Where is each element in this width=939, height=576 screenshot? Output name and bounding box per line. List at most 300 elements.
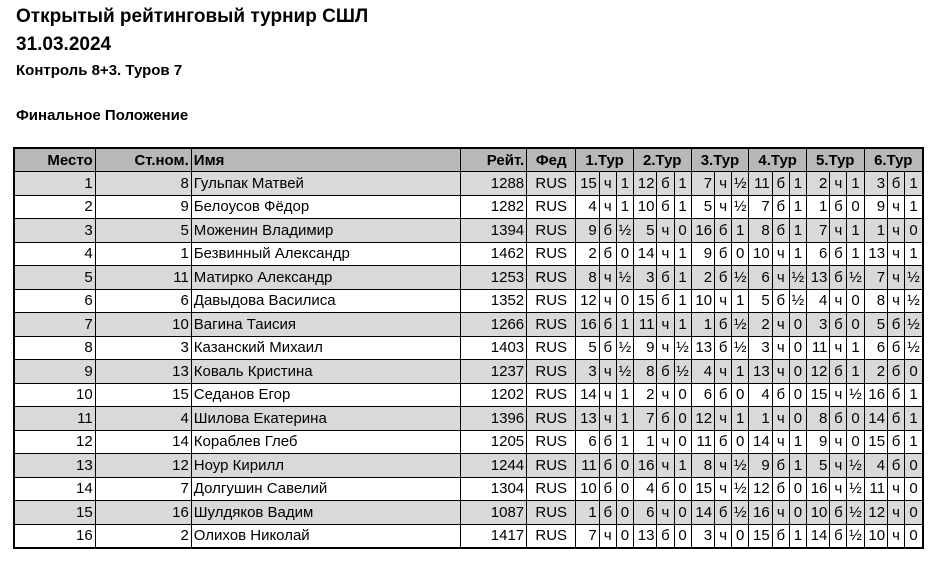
color-cell: б bbox=[830, 524, 847, 548]
opponent-cell: 10 bbox=[576, 477, 599, 501]
color-cell: б bbox=[715, 501, 732, 525]
color-cell: б bbox=[657, 524, 674, 548]
color-cell: ч bbox=[715, 524, 732, 548]
color-cell: ч bbox=[888, 266, 905, 290]
color-cell: ч bbox=[888, 524, 905, 548]
rating-cell: 1394 bbox=[460, 219, 526, 243]
opponent-cell: 6 bbox=[749, 266, 772, 290]
color-cell: ч bbox=[772, 313, 789, 337]
result-cell: 1 bbox=[616, 172, 633, 196]
opponent-cell: 9 bbox=[691, 242, 714, 266]
start-no-cell: 15 bbox=[95, 383, 191, 407]
opponent-cell: 16 bbox=[749, 501, 772, 525]
result-cell: 1 bbox=[674, 266, 691, 290]
rating-cell: 1417 bbox=[460, 524, 526, 548]
opponent-cell: 11 bbox=[691, 430, 714, 454]
result-cell: 0 bbox=[616, 524, 633, 548]
color-cell: б bbox=[715, 242, 732, 266]
color-cell: ч bbox=[599, 266, 616, 290]
result-cell: ½ bbox=[905, 289, 923, 313]
color-cell: б bbox=[715, 219, 732, 243]
rating-cell: 1403 bbox=[460, 336, 526, 360]
color-cell: ч bbox=[830, 477, 847, 501]
color-cell: ч bbox=[715, 360, 732, 384]
color-cell: ч bbox=[599, 172, 616, 196]
result-cell: ½ bbox=[847, 524, 864, 548]
color-cell: ч bbox=[888, 219, 905, 243]
federation-cell: RUS bbox=[527, 172, 576, 196]
opponent-cell: 7 bbox=[749, 195, 772, 219]
start-no-cell: 3 bbox=[95, 336, 191, 360]
opponent-cell: 8 bbox=[691, 454, 714, 478]
opponent-cell: 10 bbox=[749, 242, 772, 266]
standings-body bbox=[14, 172, 923, 549]
result-cell: 1 bbox=[789, 454, 806, 478]
result-cell: 1 bbox=[847, 336, 864, 360]
color-cell: ч bbox=[830, 289, 847, 313]
rating-cell: 1244 bbox=[460, 454, 526, 478]
tournament-title: Открытый рейтинговый турнир СШЛ bbox=[16, 6, 369, 27]
color-cell: ч bbox=[772, 266, 789, 290]
opponent-cell: 1 bbox=[691, 313, 714, 337]
rating-cell: 1352 bbox=[460, 289, 526, 313]
color-cell: ч bbox=[888, 195, 905, 219]
result-cell: 0 bbox=[789, 336, 806, 360]
opponent-cell: 7 bbox=[633, 407, 656, 431]
opponent-cell: 11 bbox=[633, 313, 656, 337]
opponent-cell: 13 bbox=[576, 407, 599, 431]
result-cell: ½ bbox=[616, 219, 633, 243]
place-cell: 7 bbox=[14, 313, 95, 337]
opponent-cell: 6 bbox=[864, 336, 887, 360]
player-name-cell: Безвинный Александр bbox=[191, 242, 460, 266]
federation-cell: RUS bbox=[527, 501, 576, 525]
color-cell: ч bbox=[830, 219, 847, 243]
color-cell: б bbox=[830, 313, 847, 337]
color-cell: ч bbox=[830, 454, 847, 478]
color-cell: б bbox=[599, 454, 616, 478]
rating-cell: 1087 bbox=[460, 501, 526, 525]
opponent-cell: 4 bbox=[633, 477, 656, 501]
color-cell: ч bbox=[657, 383, 674, 407]
color-cell: б bbox=[830, 266, 847, 290]
opponent-cell: 14 bbox=[749, 430, 772, 454]
opponent-cell: 1 bbox=[864, 219, 887, 243]
opponent-cell: 7 bbox=[806, 219, 829, 243]
place-cell: 11 bbox=[14, 407, 95, 431]
opponent-cell: 7 bbox=[691, 172, 714, 196]
color-cell: ч bbox=[772, 430, 789, 454]
color-cell: ч bbox=[715, 172, 732, 196]
result-cell: 0 bbox=[674, 477, 691, 501]
result-cell: 0 bbox=[616, 477, 633, 501]
color-cell: б bbox=[657, 195, 674, 219]
color-cell: б bbox=[830, 407, 847, 431]
start-no-cell: 10 bbox=[95, 313, 191, 337]
result-cell: 1 bbox=[732, 407, 749, 431]
result-cell: 0 bbox=[905, 524, 923, 548]
table-row bbox=[14, 219, 923, 243]
color-cell: б bbox=[599, 242, 616, 266]
result-cell: 0 bbox=[905, 454, 923, 478]
place-cell: 2 bbox=[14, 195, 95, 219]
color-cell: ч bbox=[830, 383, 847, 407]
color-cell: б bbox=[772, 172, 789, 196]
result-cell: 0 bbox=[847, 195, 864, 219]
player-name-cell: Шулдяков Вадим bbox=[191, 501, 460, 525]
color-cell: б bbox=[657, 172, 674, 196]
result-cell: ½ bbox=[905, 266, 923, 290]
result-cell: 1 bbox=[674, 313, 691, 337]
color-cell: б bbox=[599, 313, 616, 337]
color-cell: б bbox=[772, 383, 789, 407]
col-round-2-header: 2.Тур bbox=[633, 148, 691, 172]
opponent-cell: 3 bbox=[691, 524, 714, 548]
result-cell: 0 bbox=[789, 501, 806, 525]
opponent-cell: 16 bbox=[576, 313, 599, 337]
color-cell: б bbox=[599, 430, 616, 454]
opponent-cell: 8 bbox=[806, 407, 829, 431]
col-name-header: Имя bbox=[191, 148, 460, 172]
color-cell: б bbox=[772, 195, 789, 219]
color-cell: б bbox=[715, 383, 732, 407]
color-cell: б bbox=[657, 266, 674, 290]
opponent-cell: 4 bbox=[749, 383, 772, 407]
result-cell: 0 bbox=[616, 454, 633, 478]
federation-cell: RUS bbox=[527, 360, 576, 384]
rating-cell: 1288 bbox=[460, 172, 526, 196]
table-row bbox=[14, 524, 923, 548]
opponent-cell: 12 bbox=[633, 172, 656, 196]
color-cell: б bbox=[772, 524, 789, 548]
color-cell: б bbox=[772, 477, 789, 501]
table-row bbox=[14, 195, 923, 219]
color-cell: ч bbox=[772, 336, 789, 360]
color-cell: ч bbox=[888, 501, 905, 525]
result-cell: ½ bbox=[847, 501, 864, 525]
opponent-cell: 16 bbox=[633, 454, 656, 478]
color-cell: ч bbox=[772, 407, 789, 431]
rating-cell: 1462 bbox=[460, 242, 526, 266]
table-row bbox=[14, 289, 923, 313]
result-cell: 1 bbox=[789, 524, 806, 548]
opponent-cell: 2 bbox=[633, 383, 656, 407]
table-row bbox=[14, 430, 923, 454]
opponent-cell: 10 bbox=[806, 501, 829, 525]
result-cell: 0 bbox=[616, 501, 633, 525]
result-cell: 0 bbox=[789, 360, 806, 384]
player-name-cell: Вагина Таисия bbox=[191, 313, 460, 337]
result-cell: 1 bbox=[732, 219, 749, 243]
color-cell: б bbox=[599, 477, 616, 501]
federation-cell: RUS bbox=[527, 430, 576, 454]
opponent-cell: 3 bbox=[749, 336, 772, 360]
opponent-cell: 6 bbox=[691, 383, 714, 407]
federation-cell: RUS bbox=[527, 383, 576, 407]
color-cell: ч bbox=[599, 524, 616, 548]
result-cell: ½ bbox=[847, 477, 864, 501]
opponent-cell: 5 bbox=[691, 195, 714, 219]
player-name-cell: Ноур Кирилл bbox=[191, 454, 460, 478]
color-cell: ч bbox=[772, 242, 789, 266]
result-cell: ½ bbox=[674, 336, 691, 360]
start-no-cell: 1 bbox=[95, 242, 191, 266]
color-cell: б bbox=[888, 336, 905, 360]
color-cell: б bbox=[772, 219, 789, 243]
opponent-cell: 11 bbox=[806, 336, 829, 360]
place-cell: 6 bbox=[14, 289, 95, 313]
result-cell: 1 bbox=[674, 195, 691, 219]
opponent-cell: 13 bbox=[633, 524, 656, 548]
federation-cell: RUS bbox=[527, 242, 576, 266]
table-row bbox=[14, 454, 923, 478]
result-cell: 0 bbox=[905, 501, 923, 525]
opponent-cell: 2 bbox=[691, 266, 714, 290]
result-cell: 1 bbox=[789, 219, 806, 243]
result-cell: ½ bbox=[732, 477, 749, 501]
result-cell: 1 bbox=[732, 360, 749, 384]
opponent-cell: 9 bbox=[864, 195, 887, 219]
color-cell: ч bbox=[599, 360, 616, 384]
opponent-cell: 7 bbox=[864, 266, 887, 290]
result-cell: 0 bbox=[905, 219, 923, 243]
col-start-no-header: Ст.ном. bbox=[95, 148, 191, 172]
col-round-5-header: 5.Тур bbox=[806, 148, 864, 172]
color-cell: ч bbox=[599, 289, 616, 313]
color-cell: ч bbox=[772, 360, 789, 384]
result-cell: 0 bbox=[789, 313, 806, 337]
opponent-cell: 1 bbox=[749, 407, 772, 431]
rating-cell: 1253 bbox=[460, 266, 526, 290]
rating-cell: 1282 bbox=[460, 195, 526, 219]
opponent-cell: 14 bbox=[864, 407, 887, 431]
color-cell: б bbox=[715, 313, 732, 337]
result-cell: 0 bbox=[616, 242, 633, 266]
result-cell: 0 bbox=[789, 477, 806, 501]
color-cell: ч bbox=[657, 219, 674, 243]
player-name-cell: Моженин Владимир bbox=[191, 219, 460, 243]
section-title: Финальное Положение bbox=[16, 107, 189, 124]
federation-cell: RUS bbox=[527, 454, 576, 478]
place-cell: 10 bbox=[14, 383, 95, 407]
result-cell: ½ bbox=[847, 266, 864, 290]
result-cell: ½ bbox=[616, 360, 633, 384]
opponent-cell: 2 bbox=[576, 242, 599, 266]
result-cell: 0 bbox=[732, 242, 749, 266]
table-row bbox=[14, 407, 923, 431]
result-cell: 0 bbox=[674, 430, 691, 454]
color-cell: б bbox=[888, 454, 905, 478]
opponent-cell: 1 bbox=[633, 430, 656, 454]
player-name-cell: Долгушин Савелий bbox=[191, 477, 460, 501]
table-row bbox=[14, 477, 923, 501]
place-cell: 16 bbox=[14, 524, 95, 548]
opponent-cell: 6 bbox=[576, 430, 599, 454]
table-row bbox=[14, 360, 923, 384]
opponent-cell: 5 bbox=[864, 313, 887, 337]
result-cell: 1 bbox=[789, 195, 806, 219]
result-cell: 1 bbox=[674, 242, 691, 266]
result-cell: ½ bbox=[732, 454, 749, 478]
result-cell: 0 bbox=[847, 313, 864, 337]
player-name-cell: Кораблев Глеб bbox=[191, 430, 460, 454]
opponent-cell: 1 bbox=[806, 195, 829, 219]
opponent-cell: 2 bbox=[749, 313, 772, 337]
place-cell: 12 bbox=[14, 430, 95, 454]
result-cell: 0 bbox=[789, 383, 806, 407]
result-cell: ½ bbox=[732, 501, 749, 525]
federation-cell: RUS bbox=[527, 289, 576, 313]
color-cell: ч bbox=[657, 501, 674, 525]
place-cell: 9 bbox=[14, 360, 95, 384]
opponent-cell: 11 bbox=[864, 477, 887, 501]
result-cell: 1 bbox=[732, 289, 749, 313]
opponent-cell: 5 bbox=[749, 289, 772, 313]
opponent-cell: 2 bbox=[864, 360, 887, 384]
color-cell: ч bbox=[715, 289, 732, 313]
opponent-cell: 13 bbox=[806, 266, 829, 290]
color-cell: б bbox=[830, 242, 847, 266]
color-cell: б bbox=[830, 360, 847, 384]
opponent-cell: 9 bbox=[749, 454, 772, 478]
opponent-cell: 14 bbox=[633, 242, 656, 266]
result-cell: 0 bbox=[905, 477, 923, 501]
table-row bbox=[14, 172, 923, 196]
federation-cell: RUS bbox=[527, 336, 576, 360]
color-cell: б bbox=[888, 360, 905, 384]
opponent-cell: 8 bbox=[576, 266, 599, 290]
federation-cell: RUS bbox=[527, 524, 576, 548]
col-round-4-header: 4.Тур bbox=[749, 148, 807, 172]
place-cell: 5 bbox=[14, 266, 95, 290]
result-cell: 1 bbox=[905, 195, 923, 219]
result-cell: 0 bbox=[847, 289, 864, 313]
start-no-cell: 14 bbox=[95, 430, 191, 454]
result-cell: 1 bbox=[674, 172, 691, 196]
result-cell: ½ bbox=[847, 383, 864, 407]
result-cell: 0 bbox=[847, 407, 864, 431]
result-cell: 1 bbox=[905, 430, 923, 454]
color-cell: б bbox=[772, 289, 789, 313]
result-cell: 0 bbox=[905, 360, 923, 384]
opponent-cell: 12 bbox=[576, 289, 599, 313]
result-cell: ½ bbox=[674, 360, 691, 384]
federation-cell: RUS bbox=[527, 219, 576, 243]
result-cell: ½ bbox=[616, 336, 633, 360]
result-cell: ½ bbox=[732, 266, 749, 290]
color-cell: ч bbox=[772, 501, 789, 525]
start-no-cell: 9 bbox=[95, 195, 191, 219]
place-cell: 15 bbox=[14, 501, 95, 525]
color-cell: ч bbox=[657, 242, 674, 266]
table-row bbox=[14, 313, 923, 337]
start-no-cell: 4 bbox=[95, 407, 191, 431]
result-cell: 1 bbox=[789, 430, 806, 454]
result-cell: ½ bbox=[732, 313, 749, 337]
federation-cell: RUS bbox=[527, 313, 576, 337]
federation-cell: RUS bbox=[527, 477, 576, 501]
color-cell: б bbox=[657, 407, 674, 431]
opponent-cell: 11 bbox=[576, 454, 599, 478]
color-cell: б bbox=[657, 477, 674, 501]
start-no-cell: 7 bbox=[95, 477, 191, 501]
opponent-cell: 1 bbox=[576, 501, 599, 525]
start-no-cell: 16 bbox=[95, 501, 191, 525]
color-cell: б bbox=[657, 289, 674, 313]
table-header-row bbox=[14, 148, 923, 172]
result-cell: 1 bbox=[674, 289, 691, 313]
start-no-cell: 5 bbox=[95, 219, 191, 243]
opponent-cell: 14 bbox=[691, 501, 714, 525]
opponent-cell: 5 bbox=[576, 336, 599, 360]
opponent-cell: 15 bbox=[576, 172, 599, 196]
opponent-cell: 5 bbox=[633, 219, 656, 243]
rating-cell: 1396 bbox=[460, 407, 526, 431]
opponent-cell: 13 bbox=[864, 242, 887, 266]
place-cell: 3 bbox=[14, 219, 95, 243]
place-cell: 4 bbox=[14, 242, 95, 266]
col-round-1-header: 1.Тур bbox=[576, 148, 634, 172]
player-name-cell: Олихов Николай bbox=[191, 524, 460, 548]
result-cell: 1 bbox=[905, 242, 923, 266]
opponent-cell: 13 bbox=[749, 360, 772, 384]
color-cell: б bbox=[888, 313, 905, 337]
color-cell: ч bbox=[657, 313, 674, 337]
table-row bbox=[14, 242, 923, 266]
opponent-cell: 3 bbox=[633, 266, 656, 290]
federation-cell: RUS bbox=[527, 266, 576, 290]
rating-cell: 1304 bbox=[460, 477, 526, 501]
opponent-cell: 12 bbox=[864, 501, 887, 525]
color-cell: ч bbox=[715, 407, 732, 431]
opponent-cell: 15 bbox=[749, 524, 772, 548]
result-cell: 1 bbox=[905, 172, 923, 196]
col-fed-header: Фед bbox=[527, 148, 576, 172]
opponent-cell: 6 bbox=[806, 242, 829, 266]
opponent-cell: 7 bbox=[576, 524, 599, 548]
result-cell: 1 bbox=[616, 407, 633, 431]
result-cell: 1 bbox=[616, 430, 633, 454]
rating-cell: 1202 bbox=[460, 383, 526, 407]
place-cell: 1 bbox=[14, 172, 95, 196]
place-cell: 14 bbox=[14, 477, 95, 501]
opponent-cell: 4 bbox=[576, 195, 599, 219]
table-row bbox=[14, 336, 923, 360]
color-cell: б bbox=[657, 360, 674, 384]
color-cell: ч bbox=[888, 242, 905, 266]
player-name-cell: Шилова Екатерина bbox=[191, 407, 460, 431]
opponent-cell: 15 bbox=[864, 430, 887, 454]
standings-table bbox=[13, 147, 924, 549]
color-cell: ч bbox=[715, 454, 732, 478]
color-cell: б bbox=[599, 219, 616, 243]
result-cell: ½ bbox=[732, 336, 749, 360]
color-cell: ч bbox=[888, 289, 905, 313]
result-cell: 1 bbox=[616, 383, 633, 407]
color-cell: б bbox=[599, 336, 616, 360]
opponent-cell: 6 bbox=[633, 501, 656, 525]
result-cell: 0 bbox=[732, 383, 749, 407]
color-cell: ч bbox=[599, 195, 616, 219]
opponent-cell: 12 bbox=[806, 360, 829, 384]
color-cell: б bbox=[715, 430, 732, 454]
opponent-cell: 9 bbox=[633, 336, 656, 360]
color-cell: б bbox=[599, 501, 616, 525]
color-cell: б bbox=[772, 454, 789, 478]
result-cell: 0 bbox=[732, 430, 749, 454]
result-cell: 1 bbox=[674, 454, 691, 478]
result-cell: 0 bbox=[674, 383, 691, 407]
